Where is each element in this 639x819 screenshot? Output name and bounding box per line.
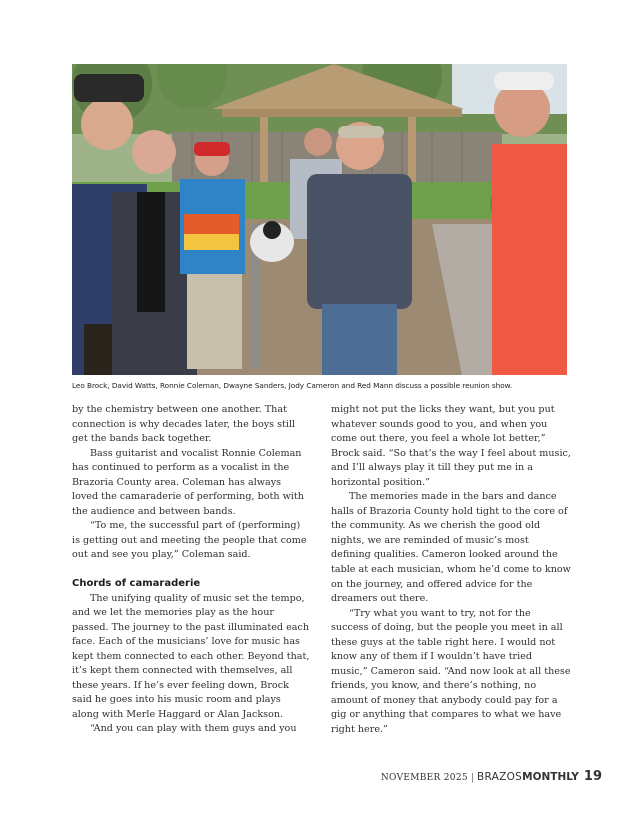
brand-bold: MONTHLY xyxy=(522,771,579,783)
paragraph: The unifying quality of music set the tempo, and we let the memories play as the hour passed. The journey to the past illuminated each face. Each of the musicians’ love for music has kept them connected to each other. Beyond that, it’s kept them connected with themselves, all these years. If he’s ever feeling down, Brock said he goes into his music room and plays along with Merle Haggard or Alan Jackson. xyxy=(72,592,310,720)
paragraph: Bass guitarist and vocalist Ronnie Coleman has continued to perform as a vocalist in the Brazoria County area. Coleman has always loved the camaraderie of performing, both with the audience and between bands. xyxy=(72,447,304,517)
paragraph: by the chemistry between one another. That connection is why decades later, the boys still get the bands back together. xyxy=(72,404,296,445)
article-photo xyxy=(72,64,567,375)
paragraph: “Try what you want to try, not for the success of doing, but the people you meet in all these guys at the table right here. I would not know any of them if I wouldn’t have tried music,” Cameron said. “And now look at all these friends, you know, and there’s nothing, no amount of money that anybody could pay for a gig or anything that compares to what we have right here.” xyxy=(331,607,571,736)
article-column-right xyxy=(331,403,571,738)
brand-light: BRAZOS xyxy=(476,771,523,783)
section-heading: Chords of camaraderie xyxy=(72,578,201,590)
magazine-brand xyxy=(477,771,579,783)
page-number: 19 xyxy=(583,769,602,784)
photo-illustration xyxy=(72,64,567,375)
paragraph: The memories made in the bars and dance halls of Brazoria County hold tight to the core of the community. As we cherish the good old nights, we are reminded of music’s most defining qualities. Cameron looked around the table at each musician, whom he’d come to know on the journey, and offered advice for the dreamers out there. xyxy=(331,491,571,605)
footer-separator: | xyxy=(470,773,474,783)
article-column-left xyxy=(72,403,310,737)
page-footer xyxy=(381,769,602,784)
issue-date: NOVEMBER 2025 xyxy=(380,773,468,783)
paragraph: “And you can play with them guys and you xyxy=(90,723,297,735)
photo-caption: Leo Brock, David Watts, Ronnie Coleman, Dwayne Sanders, Jody Cameron and Red Mann discuss a possible reunion show. xyxy=(72,381,513,390)
paragraph: might not put the licks they want, but you put whatever sounds good to you, and when you come out there, you feel a whole lot better,” Brock said. “So that’s the way I feel about music, and I’ll always play it till they put me in a horizontal position.” xyxy=(331,404,571,488)
paragraph: “To me, the successful part of (performing) is getting out and meeting the people that come out and see you play,” Coleman said. xyxy=(72,520,307,561)
